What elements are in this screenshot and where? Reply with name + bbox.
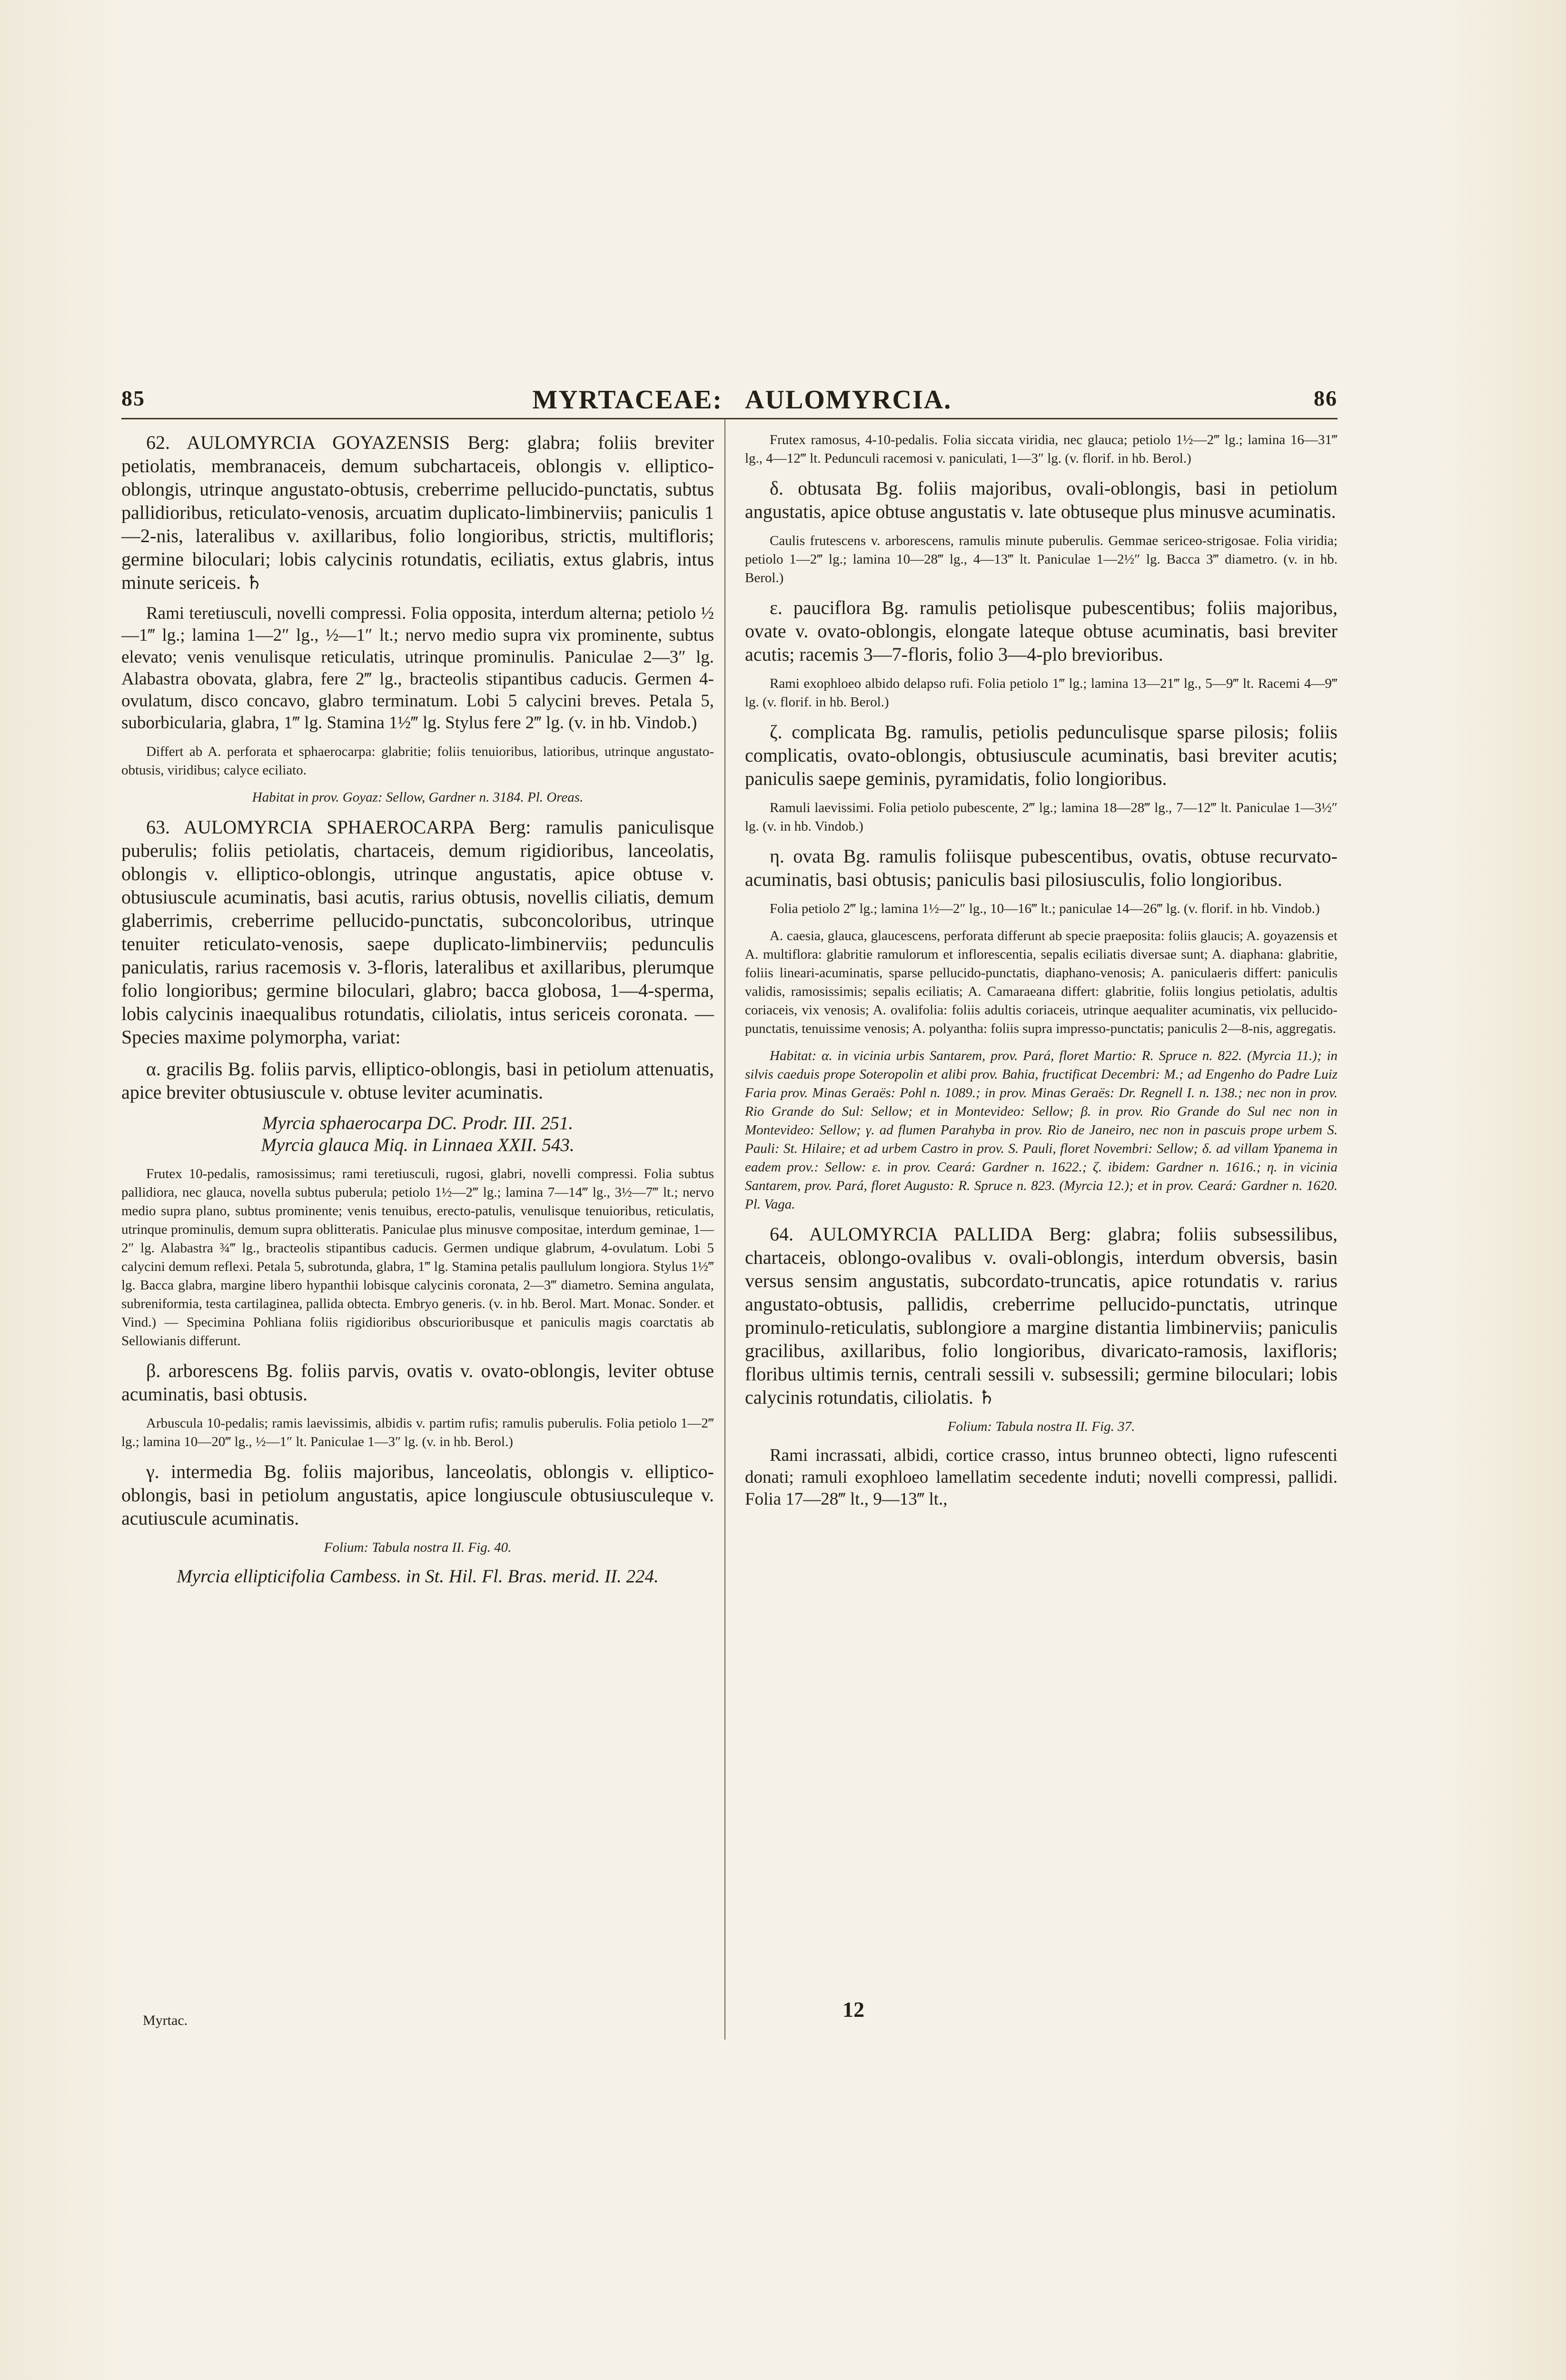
variety-epsilon-description: Rami exophloeo albido delapso rufi. Folia petiolo 1‴ lg.; lamina 13—21‴ lg., 5—9‴ lt. Racemi 4—9‴ lg. (v. florif. in hb. Berol.) — [745, 676, 1338, 710]
synonym-glauca: Myrcia glauca Miq. in Linnaea XXII. 543. — [261, 1135, 575, 1155]
right-column — [745, 431, 1338, 1519]
variety-alpha: α. gracilis Bg. foliis parvis, elliptico-oblongis, basi in petiolum attenuatis, apice breviter obtusiuscule v. obtuse leviter acuminatis. — [121, 1058, 714, 1103]
running-title-left: MYRTACEAE: — [532, 385, 723, 415]
variety-beta-description: Arbuscula 10-pedalis; ramis laevissimis, albidis v. partim rufis; ramulis puberulis. Folia petiolo 1—2‴ lg.; lamina 10—20‴ lg., ½—1″ lt. Paniculae 1—3″ lg. (v. in hb. Berol.) — [121, 1416, 714, 1449]
variety-beta: β. arborescens Bg. foliis parvis, ovatis v. ovato-oblongis, leviter obtuse acuminatis, basi obtusis. — [121, 1360, 714, 1405]
variety-zeta-description: Ramuli laevissimi. Folia petiolo pubescente, 2‴ lg.; lamina 18—28‴ lg., 7—12‴ lt. Paniculae 1—3½″ lg. (v. in hb. Vindob.) — [745, 800, 1338, 834]
synonym-sphaerocarpa: Myrcia sphaerocarpa DC. Prodr. III. 251. — [262, 1113, 574, 1133]
variety-eta: η. ovata Bg. ramulis foliisque pubescentibus, ovatis, obtuse recurvato-acuminatis, basi obtusis; paniculis basi pilosiusculis, folio longioribus. — [745, 845, 1338, 890]
species-62-habitat: Habitat in prov. Goyaz: Sellow, Gardner n. 3184. Pl. Oreas. — [252, 790, 584, 805]
species-62-differt: Differt ab A. perforata et sphaerocarpa: glabritie; foliis tenuioribus, latioribus, utrinque angustato-obtusis, viridibus; calyce eciliato. — [121, 744, 714, 778]
variety-zeta: ζ. complicata Bg. ramulis, petiolis pedunculisque sparse pilosis; foliis complicatis, ovato-oblongis, obtusiuscule acuminatis, basi breviter acutis; paniculis saepe geminis, pyramidatis, folio longioribus. — [745, 721, 1338, 789]
variety-delta-description: Caulis frutescens v. arborescens, ramulis minute puberulis. Gemmae sericeo-strigosae. Folia viridia; petiolo 1—2‴ lg.; lamina 10—28‴ lg., 4—13‴ lt. Paniculae 1—2½″ lg. Bacca 3‴ diametro. (v. in hb. Berol.) — [745, 533, 1338, 585]
page-number-left: 85 — [121, 386, 145, 410]
column-divider — [724, 419, 725, 2040]
species-64-diagnosis: 64. AULOMYRCIA PALLIDA Berg: glabra; foliis subsessilibus, chartaceis, oblongo-ovalibus v. ovali-oblongis, interdum obversis, basin versus sensim angustatis, subcordato-truncatis, apice rotundatis v. rarius angustato-obtusis, pallidis, creberrime pellucido-punctatis, utrinque prominulo-reticulatis, sublongiore a margine distantia limbinerviis; paniculis gracilibus, axillaribus, folio longioribus, divaricato-ramosis, laxifloris; floribus ultimis ternis, centrali sessili v. subsessili; germine biloculari; lobis calycinis rotundatis, ciliolatis. ♄ — [745, 1223, 1338, 1408]
species-64-folium: Folium: Tabula nostra II. Fig. 37. — [947, 1419, 1135, 1434]
species-62-diagnosis: 62. AULOMYRCIA GOYAZENSIS Berg: glabra; foliis breviter petiolatis, membranaceis, demum subchartaceis, oblongis v. elliptico-oblongis, utrinque angustato-obtusis, creberrime pellucido-punctatis, subtus pallidioribus, reticulato-venosis, arcuatim duplicato-limbinerviis; paniculis 1—2-nis, lateralibus v. axillaribus, folio longioribus, strictis, multifloris; germine biloculari; lobis calycinis rotundatis, eciliatis, extus glabris, intus minute sericeis. ♄ — [121, 432, 714, 593]
sheet-number: 12 — [842, 1997, 864, 2022]
synonym-ellipticifolia: Myrcia ellipticifolia Cambess. in St. Hil. Fl. Bras. merid. II. 224. — [177, 1566, 659, 1587]
species-63-habitat: Habitat: α. in vicinia urbis Santarem, prov. Pará, floret Martio: R. Spruce n. 822. (Myrcia 11.); in silvis caeduis prope Soteropolin et alibi prov. Bahia, fructificat Decembri: M.; ad Engenho do Padre Luiz Faria prov. Minas Geraës: Pohl n. 1089.; in prov. Minas Geraës: Dr. Regnell I. n. 138.; nec non in prov. Rio Grande do Sul: Sellow; et in Montevideo: Sellow; β. in prov. Rio Grande do Sul nec non in Montevideo: Sellow; γ. ad flumen Parahyba in prov. Rio de Janeiro, nec non in pascuis prope urbem S. Pauli: St. Hilaire; et ad urbem Castro in prov. S. Pauli, floret Novembri: Sellow; δ. ad villam Ypanema in eadem prov.: Sellow: ε. in prov. Ceará: Gardner n. 1622.; ζ. ibidem: Gardner n. 1616.; η. in vicinia Santarem, prov. Pará, floret Augusto: R. Spruce n. 823. (Myrcia 12.); et in prov. Ceará: Gardner n. 1620. Pl. Vaga. — [745, 1048, 1338, 1212]
variety-gamma-folium: Folium: Tabula nostra II. Fig. 40. — [324, 1540, 512, 1555]
species-64-description: Rami incrassati, albidi, cortice crasso, intus brunneo obtecti, ligno rufescenti donati; ramuli exophloeo lamellatim secedente induti; novelli compressi, pallidi. Folia 17—28‴ lt., 9—13‴ lt., — [745, 1446, 1338, 1509]
signature-mark: Myrtac. — [143, 2013, 188, 2028]
running-title-right: AULOMYRCIA. — [745, 385, 952, 415]
variety-gamma-description: Frutex ramosus, 4-10-pedalis. Folia siccata viridia, nec glauca; petiolo 1½—2‴ lg.; lamina 16—31‴ lg., 4—12‴ lt. Pedunculi racemosi v. paniculati, 1—3″ lg. (v. florif. in hb. Berol.) — [745, 432, 1338, 466]
variety-delta: δ. obtusata Bg. foliis majoribus, ovali-oblongis, basi in petiolum angustatis, apice obtuse angustatis v. late obtuseque plus minusve acuminatis. — [745, 477, 1338, 522]
page-number-right: 86 — [1314, 386, 1338, 410]
left-column — [121, 431, 714, 1587]
running-header — [121, 376, 1338, 419]
variety-epsilon: ε. pauciflora Bg. ramulis petiolisque pubescentibus; foliis majoribus, ovate v. ovato-oblongis, elongate lateque obtuse acuminatis, basi breviter acutis; racemis 3—7-floris, folio 3—4-plo brevioribus. — [745, 597, 1338, 665]
variety-eta-description: Folia petiolo 2‴ lg.; lamina 1½—2″ lg., 10—16‴ lt.; paniculae 14—26‴ lg. (v. florif. in hb. Vindob.) — [770, 901, 1320, 916]
variety-gamma: γ. intermedia Bg. foliis majoribus, lanceolatis, oblongis v. elliptico-oblongis, basi in petiolum angustatis, apice longiuscule obtusiusculeque v. acutiuscule acuminatis. — [121, 1461, 714, 1529]
variety-alpha-description: Frutex 10-pedalis, ramosissimus; rami teretiusculi, rugosi, glabri, novelli compressi. Folia subtus pallidiora, nec glauca, novella subtus puberula; petiolo 1½—2‴ lg.; lamina 7—14‴ lg., 3½—7‴ lt.; nervo medio supra plano, subtus prominente; venis tenuibus, erecto-patulis, venulisque tenuioribus, reticulatis, utrinque prominulis, demum supra oblitteratis. Paniculae plus minusve compositae, interdum geminae, 1—2″ lg. Alabastra ¾‴ lg., bracteolis stipantibus caducis. Germen undique glabrum, 4-ovulatum. Lobi 5 calycini demum reflexi. Petala 5, subrotunda, glabra, 1‴ lg. Stamina petalis paullulum longiora. Stylus 1½‴ lg. Bacca glabra, margine libero hypanthii lobisque calycinis coronata, 2—3‴ diametro. Semina angulata, subreniformia, testa cartilaginea, pallida obtecta. Embryo generis. (v. in hb. Berol. Mart. Monac. Sonder. et Vind.) — Specimina Pohliana foliis rigidioribus obscurioribusque et paniculis magis coarctatis ab Sellowianis differunt. — [121, 1166, 714, 1349]
header-rule — [121, 418, 1338, 419]
species-63-diagnosis: 63. AULOMYRCIA SPHAEROCARPA Berg: ramulis paniculisque puberulis; foliis petiolatis, chartaceis, demum rigidioribus, lanceolatis, oblongis v. elliptico-oblongis, utrinque angustatis, apice obtuse v. obtusiuscule acuminatis, basi acutis, rarius obtusis, novellis ciliatis, demum glaberrimis, creberrime pellucido-punctatis, subconcoloribus, utrinque tenuiter reticulato-venosis, saepe duplicato-limbinerviis; pedunculis paniculatis, rarius racemosis v. 3-floris, lateralibus et axillaribus, plerumque folio longioribus; germine biloculari, glabro; bacca globosa, 1—4-sperma, lobis calycinis inaequalibus rotundatis, ciliolatis, intus sericeis coronata. — Species maxime polymorpha, variat: — [121, 816, 714, 1048]
comparative-notes: A. caesia, glauca, glaucescens, perforata differunt ab specie praeposita: foliis glaucis; A. goyazensis et A. multiflora: glabritie ramulorum et inflorescentia, sepalis eciliatis diversae sunt; A. diaphana: glabritie, foliis lineari-acuminatis, sparse pellucido-punctatis, diaphano-venosis; A. paniculaeris differt: paniculis validis, ramosissimis; sepalis eciliatis; A. Camaraeana differt: glabritie, foliis longius petiolatis, adultis coriaceis, vix venosis; A. ovalifolia: foliis adultis coriaceis, utrinque aequaliter acuminatis, vix pellucido-punctatis, tenuissime venosis; A. polyantha: foliis supra impresso-punctatis; paniculis 2—8-nis, aggregatis. — [745, 928, 1338, 1036]
species-62-description: Rami teretiusculi, novelli compressi. Folia opposita, interdum alterna; petiolo ½—1‴ lg.; lamina 1—2″ lg., ½—1″ lt.; nervo medio supra vix prominente, subtus elevato; venis venulisque reticulatis, utrinque prominulis. Paniculae 2—3″ lg. Alabastra obovata, glabra, fere 2‴ lg., bracteolis stipantibus caducis. Germen 4-ovulatum, disco concavo, glabro terminatum. Lobi 5 calycini breves. Petala 5, suborbicularia, glabra, 1‴ lg. Stamina 1½‴ lg. Stylus fere 2‴ lg. (v. in hb. Vindob.) — [121, 604, 714, 733]
